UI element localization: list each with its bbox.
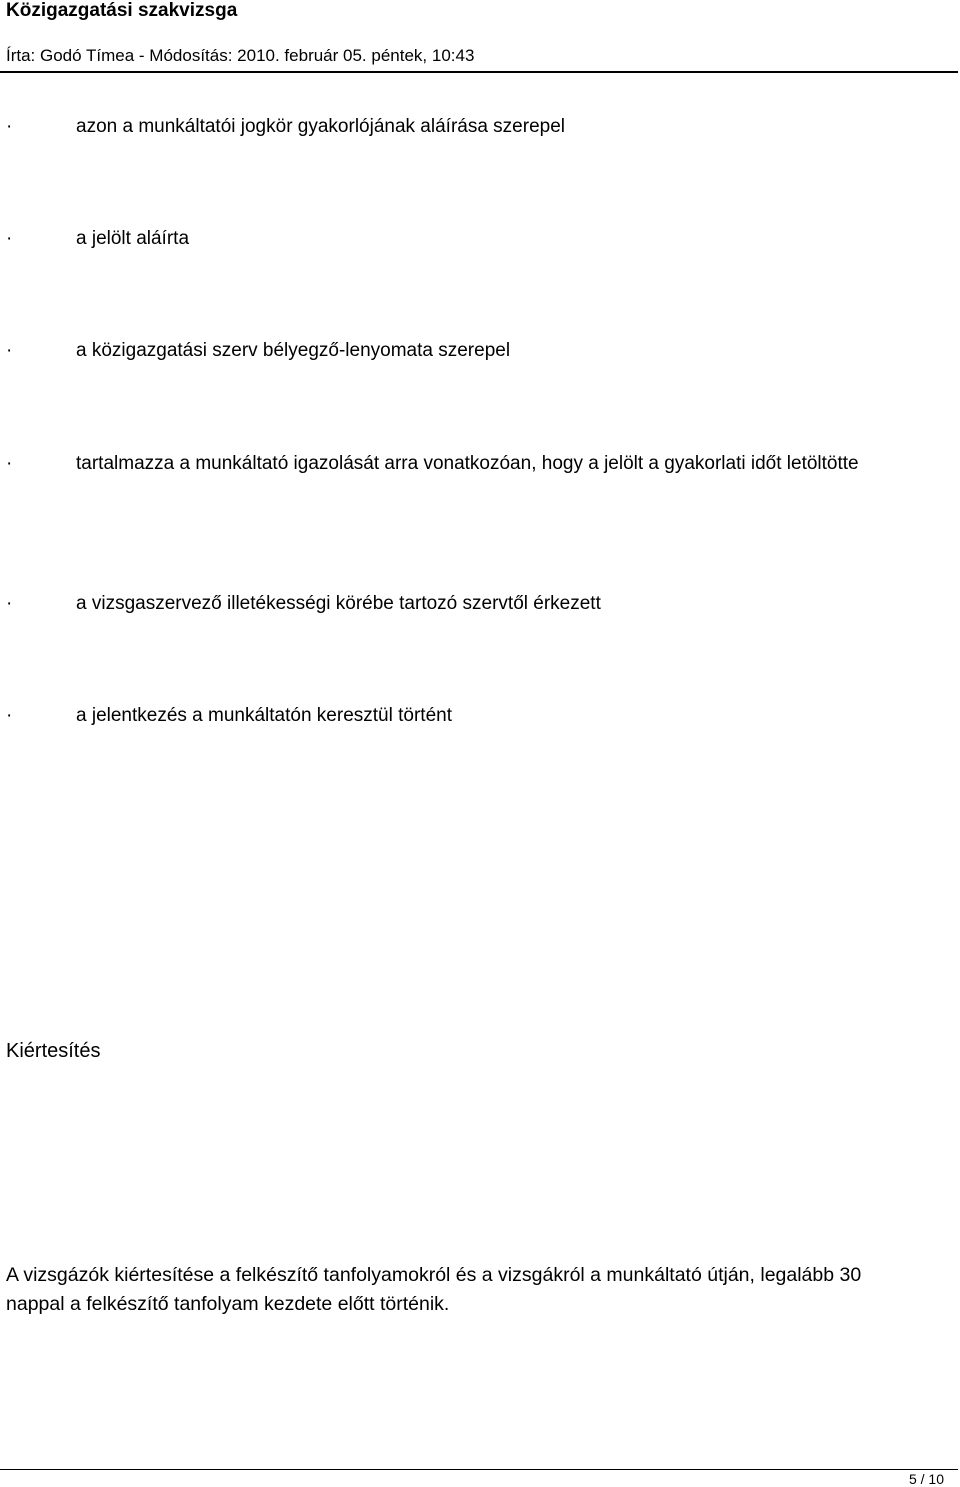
section-paragraph: A vizsgázók kiértesítése a felkészítő tanfolyamokról és a vizsgákról a munkáltató útján, legalább 30 nappal a felkészítő tanfolyam kezdete előtt történik. bbox=[6, 1264, 862, 1315]
page-number: 5 / 10 bbox=[908, 1471, 944, 1487]
bullet-dot: · bbox=[6, 340, 13, 361]
list-item-text: tartalmazza a munkáltató igazolását arra vonatkozóan, hogy a jelölt a gyakorlati időt letöltötte bbox=[76, 453, 859, 474]
list-item bbox=[6, 449, 926, 478]
list-item bbox=[6, 112, 926, 141]
list-item-text: a jelentkezés a munkáltatón keresztül történt bbox=[76, 705, 452, 726]
list-item bbox=[6, 224, 926, 253]
list-item bbox=[6, 336, 926, 365]
header-divider bbox=[0, 71, 958, 73]
bullet-dot: · bbox=[6, 116, 13, 137]
list-item-text: a vizsgaszervező illetékességi körébe tartozó szervtől érkezett bbox=[76, 593, 601, 614]
bullet-dot: · bbox=[6, 228, 13, 249]
bullet-dot: · bbox=[6, 453, 13, 474]
footer-divider bbox=[0, 1469, 958, 1470]
list-item bbox=[6, 701, 926, 730]
author-modified-line: Írta: Godó Tímea - Módosítás: 2010. február 05. péntek, 10:43 bbox=[6, 46, 475, 65]
list-item-text: a jelölt aláírta bbox=[76, 228, 190, 249]
section-heading: Kiértesítés bbox=[6, 1040, 101, 1062]
document-title: Közigazgatási szakvizsga bbox=[6, 0, 238, 21]
list-item bbox=[6, 589, 926, 618]
bullet-dot: · bbox=[6, 593, 13, 614]
list-item-text: a közigazgatási szerv bélyegző-lenyomata szerepel bbox=[76, 340, 511, 361]
bullet-dot: · bbox=[6, 705, 13, 726]
list-item-text: azon a munkáltatói jogkör gyakorlójának aláírása szerepel bbox=[76, 116, 565, 137]
